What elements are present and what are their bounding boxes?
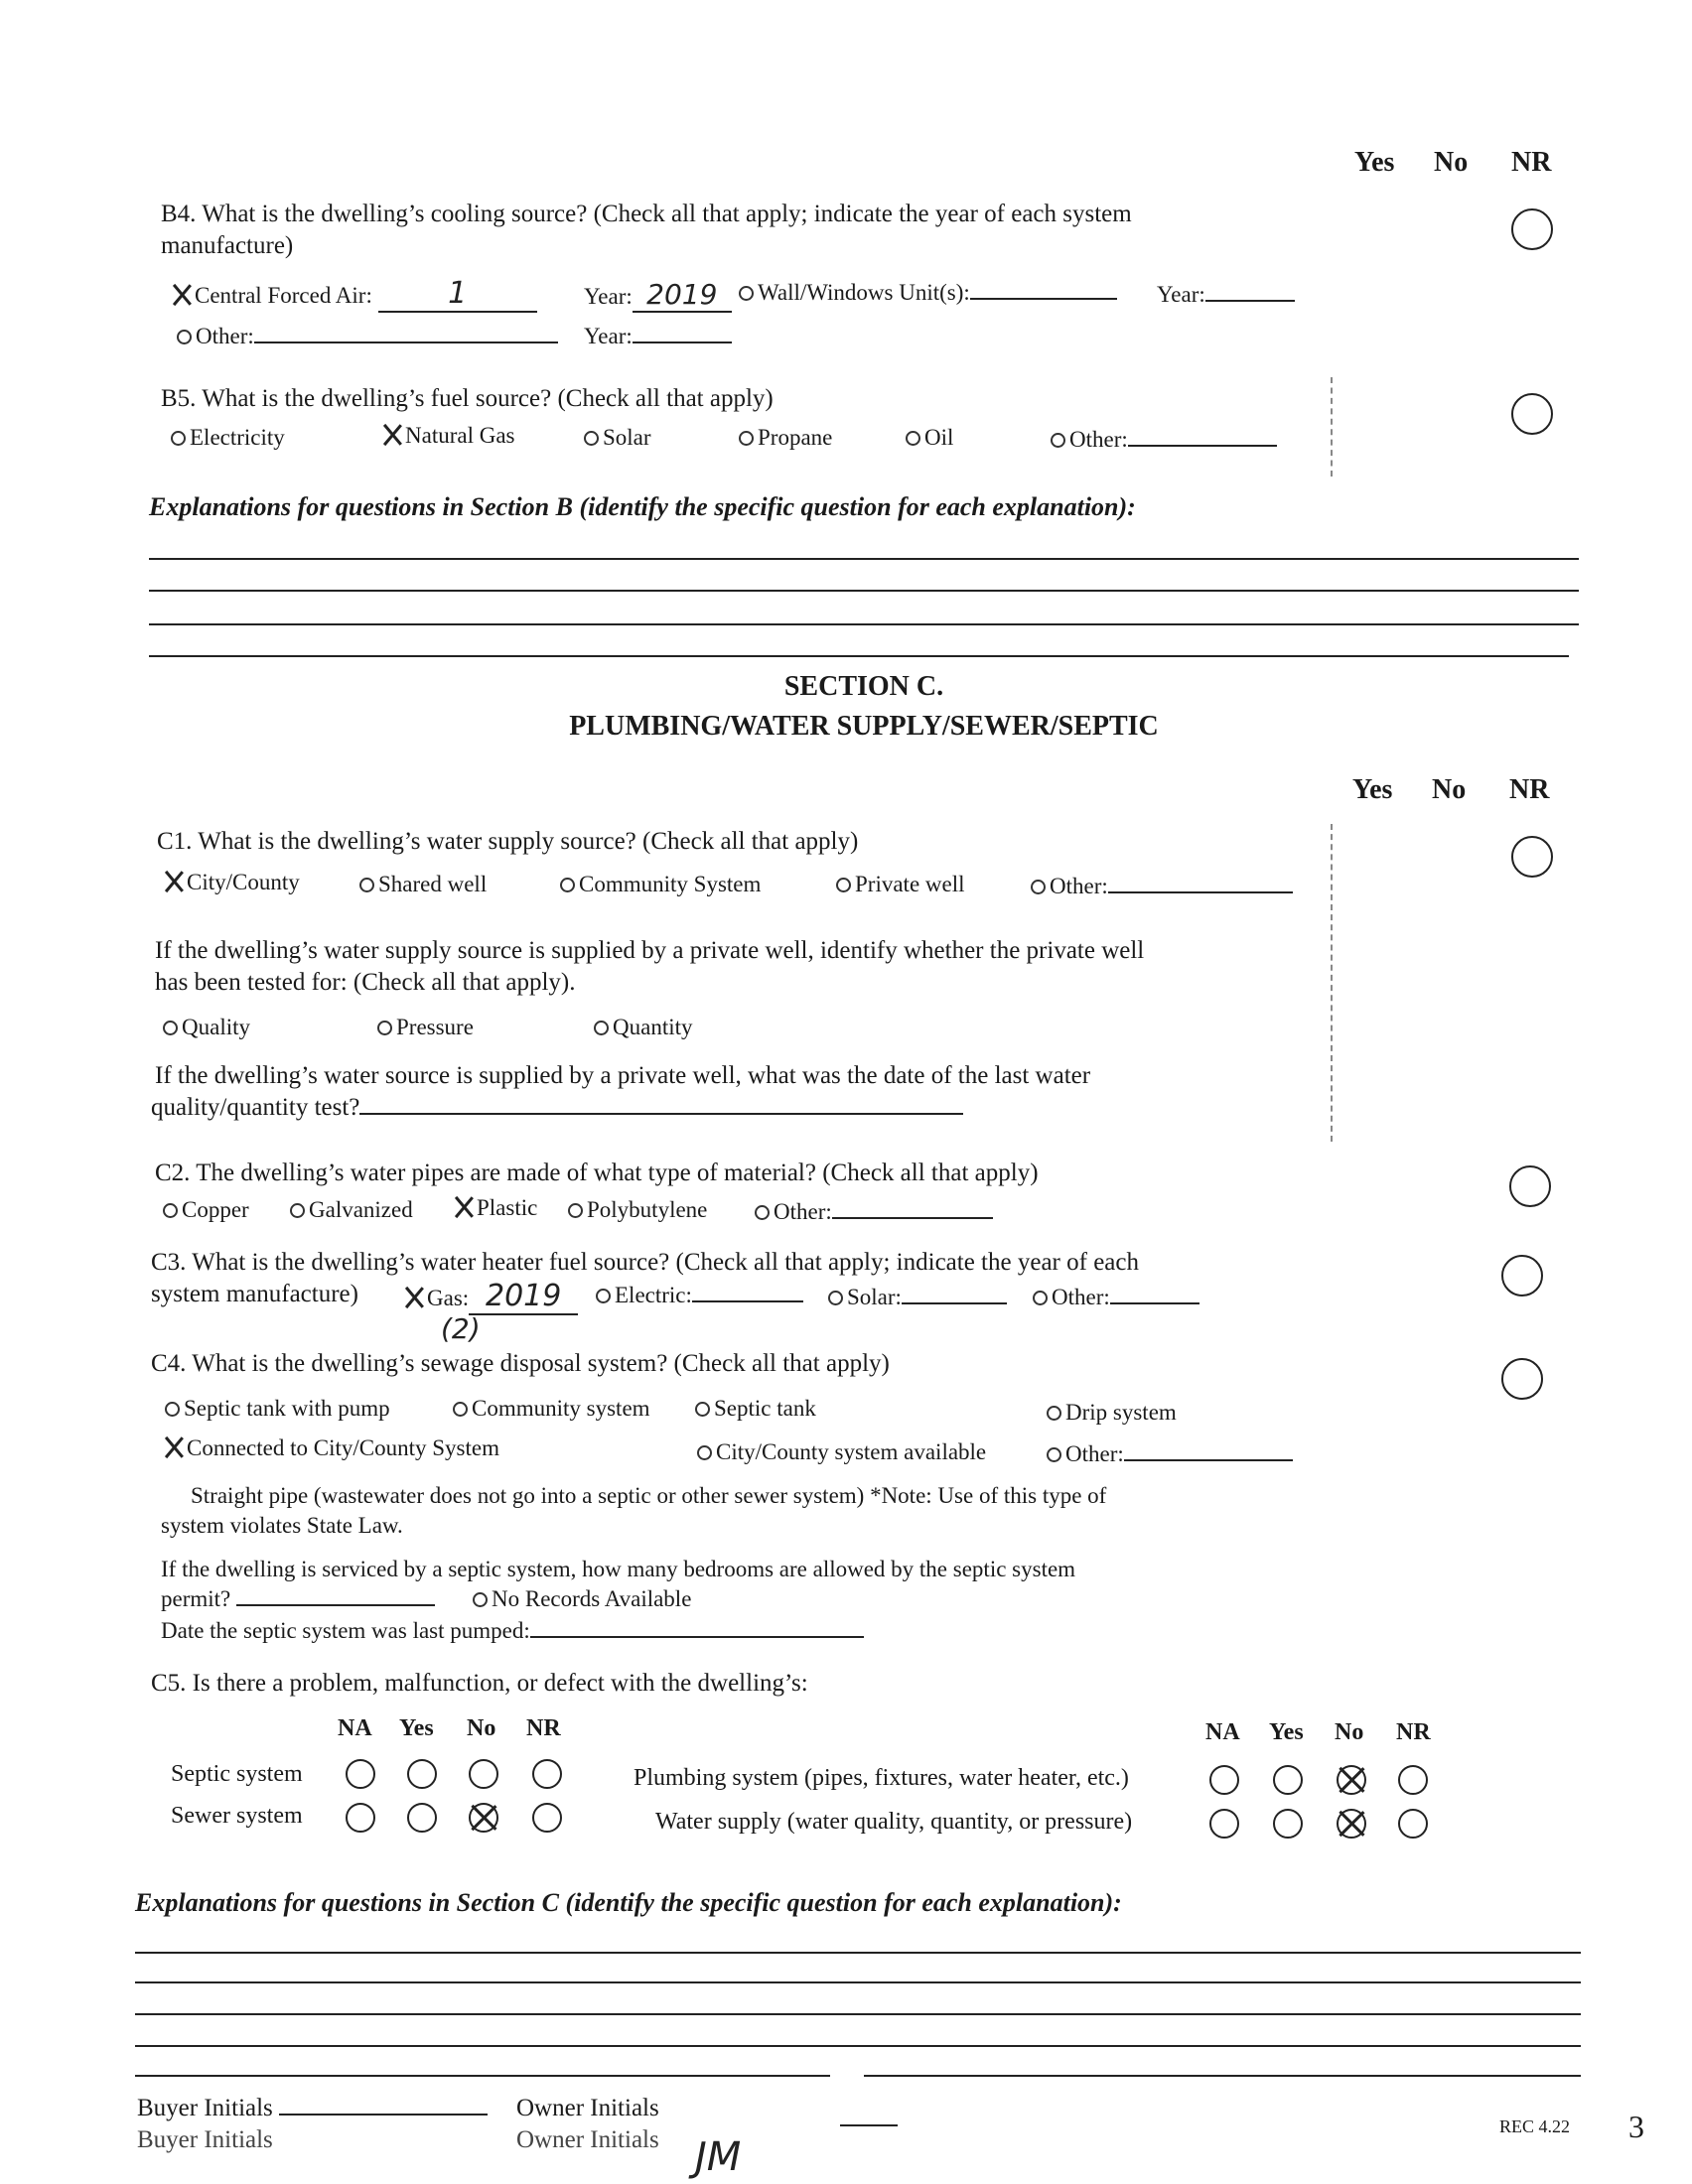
b4-central-year[interactable] [584,278,732,313]
radio-empty-icon [163,1203,178,1218]
scan-dotted-border [1331,824,1333,1142]
c3-other-option[interactable] [1033,1285,1199,1310]
c5-water-label: Water supply (water quality, quantity, or pressure) [655,1809,1133,1835]
c4-drip-option[interactable] [1047,1400,1177,1426]
c1-community-label: Community System [579,872,762,896]
b4-other-year-label: Year: [584,324,633,348]
check-mark-icon [163,871,185,892]
owner-initials-line[interactable] [840,2124,898,2126]
c2-copper-option[interactable] [163,1197,249,1223]
c5-left-nr-header: NR [526,1715,561,1741]
section-c-subtitle: PLUMBING/WATER SUPPLY/SEWER/SEPTIC [569,711,1159,742]
b4-central-year-value: 2019 [646,278,718,311]
c5-right-no-header: No [1335,1719,1364,1745]
c4-available-label: City/County system available [716,1439,987,1464]
radio-empty-icon [1033,1291,1048,1305]
c1-private-label: Private well [855,872,965,896]
c4-question: C4. What is the dwelling’s sewage disposal system? (Check all that apply) [151,1350,890,1377]
radio-empty-icon [739,431,754,446]
c3-gas-label: Gas: [427,1286,470,1310]
c1-test-question-line2[interactable] [151,1092,963,1124]
explanation-line[interactable] [135,2075,830,2077]
c3-solar-option[interactable] [828,1285,1007,1310]
c5-left-no-header: No [467,1715,496,1741]
radio-empty-icon [453,1402,468,1417]
explanation-line[interactable] [149,558,1579,560]
c5-septic-na-radio[interactable] [346,1759,375,1789]
c3-other-label: Other: [1052,1285,1110,1309]
c1-shared-well-option[interactable] [359,872,487,897]
c5-plumbing-yes-radio[interactable] [1273,1765,1303,1795]
radio-empty-icon [584,431,599,446]
c4-permit-label: permit? [161,1586,231,1611]
b5-natural-gas-option[interactable] [381,423,515,449]
radio-empty-icon [1047,1406,1061,1421]
c4-available-option[interactable] [697,1439,986,1465]
c4-community-option[interactable] [453,1396,650,1422]
b4-wall-year[interactable] [1157,282,1295,308]
radio-empty-icon [906,431,920,446]
b5-nr-radio[interactable] [1511,393,1553,435]
c1-nr-radio[interactable] [1511,836,1553,878]
radio-empty-icon [1047,1447,1061,1462]
radio-empty-icon [1051,433,1065,448]
c3-solar-label: Solar: [847,1285,902,1309]
c3-gas-option[interactable] [403,1279,578,1315]
check-mark-icon [381,424,403,446]
b4-year-label: Year: [584,284,633,309]
c2-galvanized-option[interactable] [290,1197,413,1223]
c1-city-label: City/County [187,870,300,894]
radio-empty-icon [695,1402,710,1417]
b4-other-label: Other: [196,324,254,348]
explanation-line[interactable] [135,2045,1581,2047]
b5-propane-label: Propane [758,425,833,450]
radio-empty-icon [177,330,192,344]
c4-septic-pump-label: Septic tank with pump [184,1396,390,1421]
b4-question-line2: manufacture) [161,232,294,259]
c5-septic-no-radio[interactable] [469,1759,498,1789]
buyer-initials-label: Buyer Initials [137,2095,273,2121]
section-c-explanations-heading: Explanations for questions in Section C (identify the specific question for each explanation): [135,1888,1122,1917]
radio-empty-icon [836,878,851,892]
c2-nr-radio[interactable] [1509,1165,1551,1207]
c2-polybutylene-label: Polybutylene [587,1197,708,1222]
c2-galvanized-label: Galvanized [309,1197,413,1222]
b5-propane-option[interactable] [739,425,832,451]
b4-central-value[interactable]: 1 [378,276,537,313]
radio-empty-icon [739,286,754,301]
c4-pumped-label: Date the septic system was last pumped: [161,1618,530,1643]
c5-septic-label: Septic system [171,1761,303,1787]
c5-sewer-na-radio[interactable] [346,1803,375,1833]
explanation-line[interactable] [864,2075,1581,2077]
section-c-title: SECTION C. [783,671,944,702]
c1-well-question-line1: If the dwelling’s water supply source is supplied by a private well, identify whether the private well [155,937,1145,964]
c2-copper-label: Copper [182,1197,249,1222]
b5-electricity-option[interactable] [171,425,285,451]
c4-septic-pump-option[interactable] [165,1396,390,1422]
c5-plumbing-label: Plumbing system (pipes, fixtures, water heater, etc.) [634,1765,1129,1791]
radio-empty-icon [165,1402,180,1417]
c1-quality-label: Quality [182,1015,250,1039]
c5-left-yes-header: Yes [399,1715,434,1741]
radio-empty-icon [163,1021,178,1035]
c5-right-na-header: NA [1205,1719,1240,1745]
c4-connected-option[interactable] [163,1435,499,1461]
b5-electricity-label: Electricity [190,425,285,450]
c2-plastic-label: Plastic [477,1195,538,1220]
radio-empty-icon [755,1205,770,1220]
check-mark-icon [171,284,193,306]
c4-nr-radio[interactable] [1501,1358,1543,1400]
c5-right-nr-header: NR [1396,1719,1431,1745]
col-yes-header: Yes [1354,147,1395,178]
c1-question: C1. What is the dwelling’s water supply source? (Check all that apply) [157,828,859,855]
c4-straight-pipe-line1[interactable]: Straight pipe (wastewater does not go into a septic or other sewer system) *Note: Use of this type of [191,1483,1107,1508]
c1-city-county-option[interactable] [163,870,300,895]
c1-shared-label: Shared well [378,872,488,896]
b4-nr-radio[interactable] [1511,208,1553,250]
c4-pumped-field[interactable] [161,1618,864,1644]
c5-plumbing-na-radio[interactable] [1209,1765,1239,1795]
c4-no-records-label: No Records Available [492,1586,692,1611]
c1-test-label: quality/quantity test? [151,1094,360,1121]
buyer-initials-label-2: Buyer Initials [137,2126,273,2153]
c4-septic-tank-option[interactable] [695,1396,816,1422]
radio-empty-icon [1031,880,1046,894]
c5-question: C5. Is there a problem, malfunction, or defect with the dwelling’s: [151,1670,808,1697]
c1-community-option[interactable] [560,872,761,897]
radio-empty-icon [594,1021,609,1035]
c2-plastic-option[interactable] [453,1195,537,1221]
b4-other-option[interactable] [177,324,558,349]
c4-septic-permit-field[interactable] [161,1586,435,1612]
buyer-initials-field-1[interactable] [137,2095,488,2122]
b4-question-line1: B4. What is the dwelling’s cooling source? (Check all that apply; indicate the year of each system [161,201,1132,227]
c4-no-records-option[interactable] [473,1586,691,1612]
c3-electric-label: Electric: [615,1283,692,1307]
c5-sewer-no-radio-checked[interactable] [469,1803,498,1833]
radio-empty-icon [568,1203,583,1218]
c5-sewer-label: Sewer system [171,1803,303,1829]
owner-initials-signature: JM [695,2134,742,2180]
c1-pressure-label: Pressure [396,1015,474,1039]
c2-other-label: Other: [774,1199,832,1224]
c1-quantity-option[interactable] [594,1015,693,1040]
c3-question-line1: C3. What is the dwelling’s water heater fuel source? (Check all that apply; indicate the year of each [151,1249,1139,1276]
radio-empty-icon [828,1291,843,1305]
check-mark-icon [453,1196,475,1218]
c5-septic-nr-radio[interactable] [532,1759,562,1789]
b5-oil-label: Oil [924,425,954,450]
radio-empty-icon [377,1021,392,1035]
c5-water-nr-radio[interactable] [1398,1809,1428,1839]
col-nr-header: NR [1511,147,1552,178]
c4-septic-question-line1: If the dwelling is serviced by a septic system, how many bedrooms are allowed by the septic system [161,1557,1076,1581]
page-number: 3 [1628,2109,1644,2144]
c2-polybutylene-option[interactable] [568,1197,707,1223]
c5-water-yes-radio[interactable] [1273,1809,1303,1839]
c5-water-no-radio-checked[interactable] [1337,1809,1366,1839]
c3-question-line2: system manufacture) [151,1281,358,1307]
b4-wall-year-label: Year: [1157,282,1205,307]
c3-gas-year-value: 2019 [485,1279,562,1313]
c4-drip-label: Drip system [1065,1400,1177,1425]
section-b-explanations-heading: Explanations for questions in Section B (identify the specific question for each explanation): [149,492,1136,521]
c4-community-label: Community system [472,1396,650,1421]
b5-other-label: Other: [1069,427,1128,452]
c1-quantity-label: Quantity [613,1015,693,1039]
col-yes-header: Yes [1352,774,1393,805]
c1-private-well-option[interactable] [836,872,965,897]
explanation-line[interactable] [149,655,1569,657]
scan-dotted-border [1331,377,1333,477]
b4-central-label: Central Forced Air: [195,283,372,308]
radio-empty-icon [290,1203,305,1218]
c4-other-label: Other: [1065,1441,1124,1466]
c5-plumbing-no-radio-checked[interactable] [1337,1765,1366,1795]
check-mark-icon [163,1436,185,1458]
b5-natural-gas-label: Natural Gas [405,423,515,448]
c3-gas-count: (2) [441,1312,481,1345]
c3-electric-option[interactable] [596,1283,803,1308]
c4-other-option[interactable] [1047,1441,1293,1467]
c1-test-question-line1: If the dwelling’s water source is supplied by a private well, what was the date of the last water [155,1062,1091,1089]
c1-pressure-option[interactable] [377,1015,474,1040]
b4-wall-unit-option[interactable] [739,280,1117,306]
b5-other-option[interactable] [1051,427,1277,453]
radio-empty-icon [473,1592,488,1607]
c5-septic-yes-radio[interactable] [407,1759,437,1789]
b5-solar-label: Solar [603,425,651,450]
c1-well-question-line2: has been tested for: (Check all that apply). [155,969,576,996]
col-nr-header: NR [1509,774,1550,805]
c5-sewer-yes-radio[interactable] [407,1803,437,1833]
c5-sewer-nr-radio[interactable] [532,1803,562,1833]
radio-empty-icon [596,1289,611,1303]
c4-connected-label: Connected to City/County System [187,1435,499,1460]
c4-straight-pipe-line2: system violates State Law. [161,1513,403,1538]
c5-left-na-header: NA [338,1715,372,1741]
form-code: REC 4.22 [1499,2116,1571,2136]
c5-water-na-radio[interactable] [1209,1809,1239,1839]
b5-oil-option[interactable] [906,425,953,451]
radio-empty-icon [560,878,575,892]
c2-other-option[interactable] [755,1199,993,1225]
c2-question: C2. The dwelling’s water pipes are made of what type of material? (Check all that apply) [155,1160,1039,1186]
c4-septic-tank-label: Septic tank [714,1396,816,1421]
radio-empty-icon [359,878,374,892]
c1-quality-option[interactable] [163,1015,250,1040]
b5-question: B5. What is the dwelling’s fuel source? (Check all that apply) [161,385,774,412]
c5-plumbing-nr-radio[interactable] [1398,1765,1428,1795]
radio-empty-icon [171,431,186,446]
b4-wall-label: Wall/Windows Unit(s): [758,280,970,305]
b4-central-forced-air-option[interactable] [171,276,537,313]
check-mark-icon [403,1287,425,1308]
explanation-line[interactable] [135,2013,1581,2015]
owner-initials-label-2: Owner Initials [516,2126,659,2153]
owner-initials-label: Owner Initials [516,2095,659,2121]
radio-empty-icon [697,1445,712,1460]
col-no-header: No [1434,147,1469,178]
c1-other-option[interactable] [1031,874,1293,899]
owner-initials-field-1[interactable] [516,2095,659,2122]
c3-nr-radio[interactable] [1501,1255,1543,1297]
b4-other-year[interactable] [584,324,732,349]
c5-right-yes-header: Yes [1269,1719,1304,1745]
explanation-line[interactable] [149,623,1579,625]
b5-solar-option[interactable] [584,425,651,451]
col-no-header: No [1432,774,1467,805]
explanation-line[interactable] [149,590,1579,592]
explanation-line[interactable] [135,1981,1581,1983]
explanation-line[interactable] [135,1952,1581,1954]
c1-other-label: Other: [1050,874,1108,898]
